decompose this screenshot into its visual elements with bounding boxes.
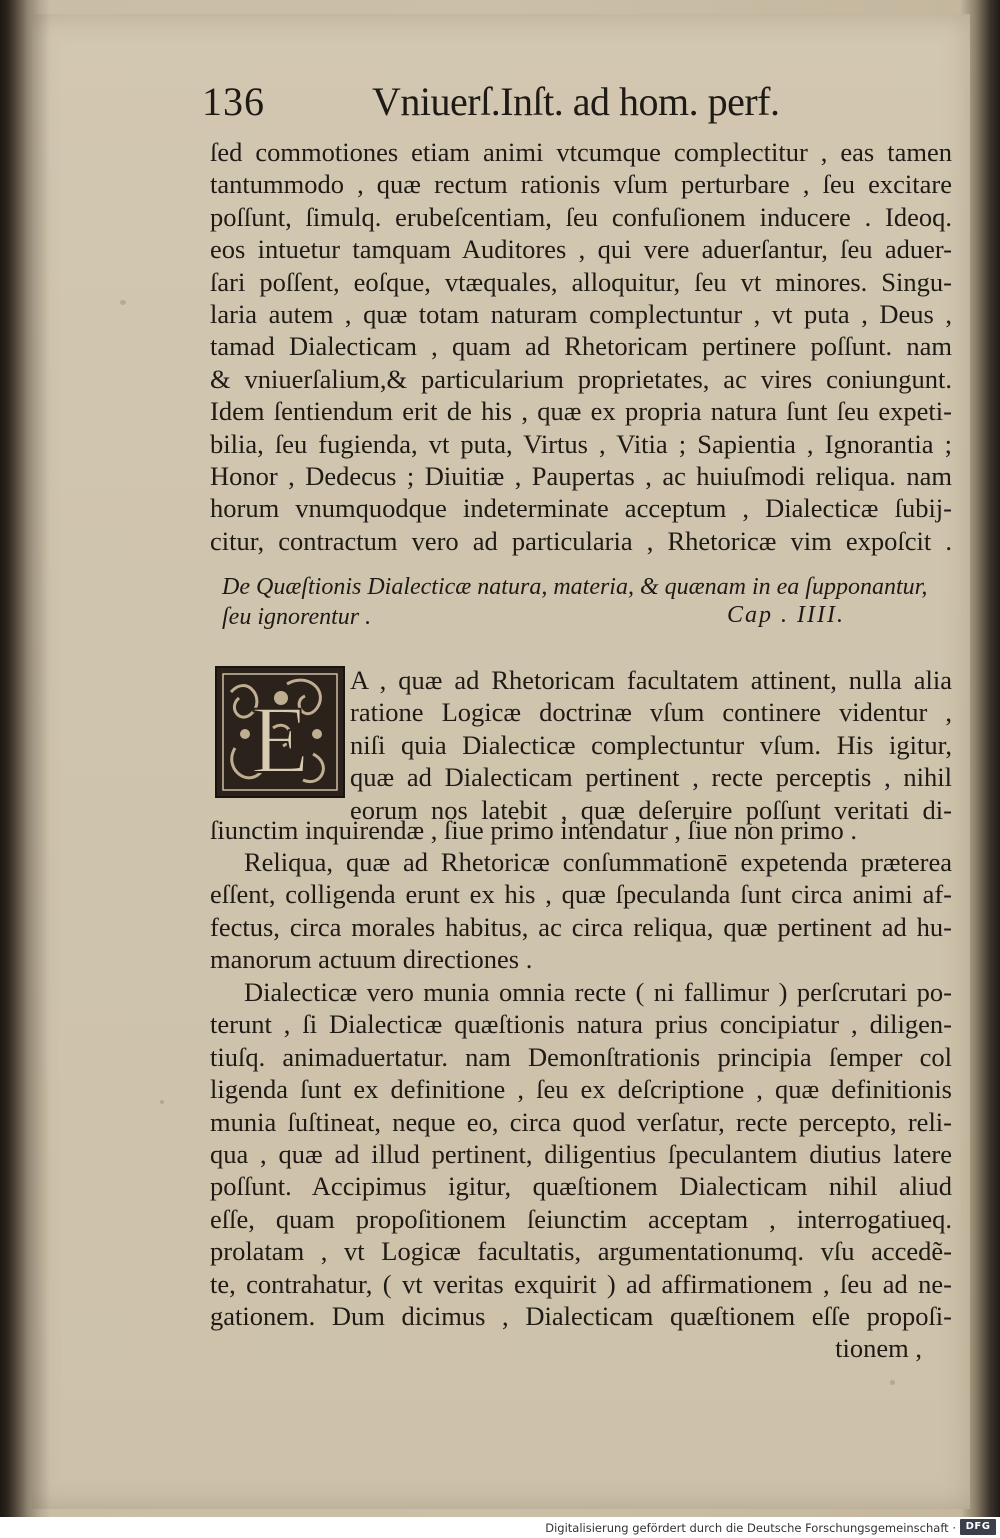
text-line: te, contrahatur, ( vt veritas exquirit ) ad affirmationem , ſeu ad ne- — [210, 1268, 952, 1299]
text-line: A , quæ ad Rhetoricam facultatem attinent, nulla alia — [350, 665, 952, 695]
text-line: gationem. Dum dicimus , Dialecticam quæſtionem eſſe propoſi- — [210, 1300, 952, 1331]
text-line: Honor , Dedecus ; Diuitiæ , Paupertas , ac huiuſmodi reliqua. nam — [210, 460, 952, 491]
drop-cap-letter: E — [250, 686, 310, 793]
dfg-logo: DFG — [960, 1519, 996, 1535]
text-line: niſi quia Dialecticæ complectuntur vſum. His igitur, — [350, 729, 952, 760]
text-line: eos intuetur tamquam Auditores , qui vere aduerſantur, ſeu aduer- — [210, 234, 952, 265]
page-number: 136 — [202, 79, 265, 124]
text-line: tantummodo , quæ rectum rationis vſum perturbare , ſeu excitare — [210, 169, 952, 200]
text-line: prolatam , vt Logicæ facultatis, argumentationumq. vſu accedẽ- — [210, 1236, 952, 1267]
text-line: terunt , ſi Dialecticæ quæſtionis natura prius concipiatur , diligen- — [210, 1009, 952, 1040]
paragraph-1 — [210, 136, 952, 557]
text-line: eorum nos latebit , quæ deſeruire poſſunt veritati di- — [350, 794, 952, 825]
chapter-heading-line-2: ſeu ignorentur . — [222, 604, 372, 630]
text-line: manorum actuum directiones . — [210, 944, 533, 975]
text-line: & vniuerſalium,& particularium proprietates, ac vires coniungunt. — [210, 363, 952, 394]
text-line: laria autem , quæ totam naturam complectuntur , vt puta , Deus , — [210, 298, 952, 329]
paragraph-4 — [210, 976, 952, 1365]
text-line: munia ſuſtineat, neque eo, circa quod verſatur, recte percepto, reli- — [210, 1106, 952, 1137]
chapter-heading-line-1: De Quæſtionis Dialecticæ natura, materia, & quænam in ea ſupponantur, — [222, 574, 928, 600]
text-line: ſiunctim inquirendæ , ſiue primo intendatur , ſiue non primo . — [210, 815, 857, 845]
text-line: tiuſq. animaduertatur. nam Demonſtrationis principia ſemper col — [210, 1041, 952, 1072]
paragraph-3 — [210, 846, 952, 976]
chapter-heading — [222, 572, 942, 632]
text-line: Dialecticæ vero munia omnia recte ( ni fallimur ) perſcrutari po- — [244, 977, 952, 1007]
text-line: ſed commotiones etiam animi vtcumque complectitur , eas tamen — [210, 137, 952, 167]
text-line: horum vnumquodque indeterminate acceptum , Dialecticæ ſubij- — [210, 493, 952, 524]
text-line: bilia, ſeu fugienda, vt puta, Virtus , Vitia ; Sapientia , Ignorantia ; — [210, 428, 952, 459]
text-line: eſſent, colligenda erunt ex his , quæ ſpeculanda ſunt circa animi af- — [210, 879, 952, 910]
text-line: quæ ad Dialecticam pertinent , recte perceptis , nihil — [350, 762, 952, 793]
ornament-initial-icon — [217, 668, 343, 796]
decorated-initial — [215, 666, 345, 798]
text-line: poſſunt, ſimulq. erubeſcentiam, ſeu confuſionem inducere . Ideoq. — [210, 201, 952, 232]
paper-speck — [160, 1100, 164, 1104]
text-line: ratione Logicæ doctrinæ vſum continere videntur , — [350, 697, 952, 728]
text-line: ligenda ſunt ex definitione , ſeu ex deſcriptione , quæ definitionis — [210, 1074, 952, 1105]
paper-speck — [120, 300, 126, 305]
text-line: eſſe, quam propoſitionem ſeiunctim acceptam , interrogatiueq. — [210, 1203, 952, 1234]
text-line: fectus, circa morales habitus, ac circa reliqua, quæ pertinent ad hu- — [210, 911, 952, 942]
text-line: Idem ſentiendum erit de his , quæ ex propria natura ſunt ſeu expeti- — [210, 396, 952, 427]
running-head — [202, 78, 822, 128]
chapter-number: Cap . IIII. — [727, 602, 845, 628]
text-line: qua , quæ ad illud pertinent, diligentius ſpeculantem diutius latere — [210, 1138, 952, 1169]
text-line: ſari poſſent, eoſque, vtæquales, alloquitur, ſeu vt minores. Singu- — [210, 266, 952, 297]
digitization-credit: Digitalisierung gefördert durch die Deutsche Forschungsgemeinschaft · — [545, 1521, 956, 1535]
text-line: tamad Dialecticam , quam ad Rhetoricam pertinere poſſunt. nam — [210, 331, 952, 362]
running-title: Vniuerſ.Inſt. ad hom. perf. — [372, 79, 780, 124]
paragraph-2-continuation — [210, 814, 952, 846]
paper-speck — [890, 1380, 895, 1385]
text-line: citur, contractum vero ad particularia , Rhetoricæ vim expoſcit . — [210, 525, 952, 556]
text-line: poſſunt. Accipimus igitur, quæſtionem Dialecticam nihil aliud — [210, 1171, 952, 1202]
text-line: Reliqua, quæ ad Rhetoricæ conſummationē expetenda præterea — [244, 847, 952, 877]
catchword: tionem , — [835, 1333, 922, 1364]
wrapped-paragraph — [350, 664, 952, 826]
